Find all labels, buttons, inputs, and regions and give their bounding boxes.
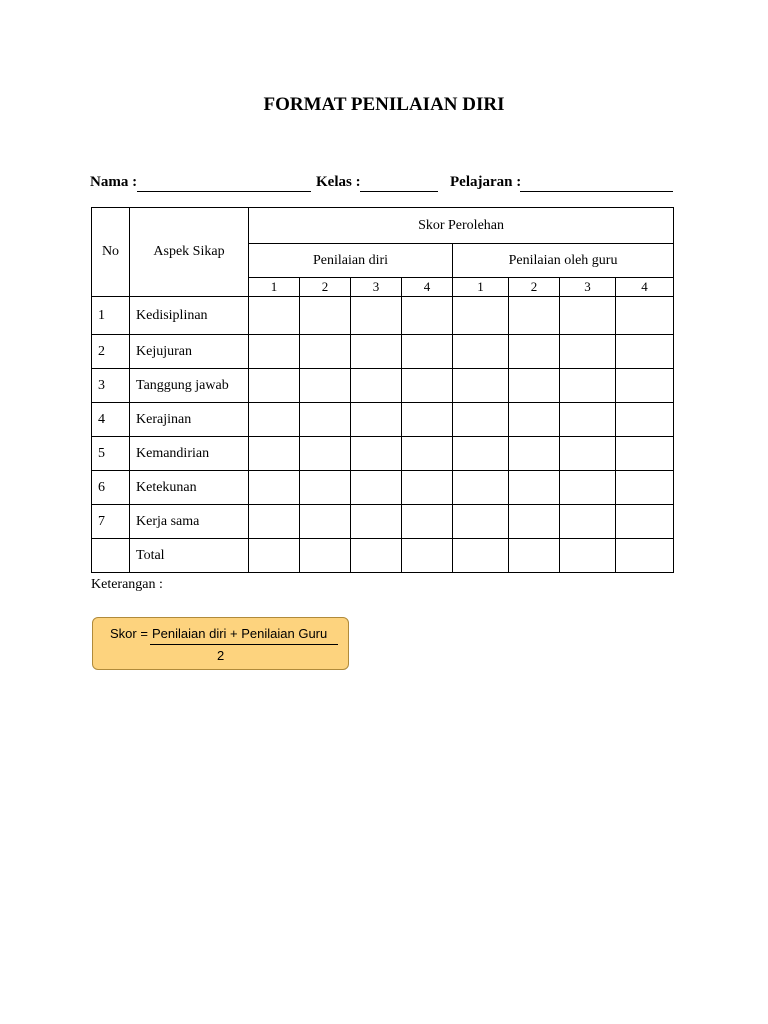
score-cell[interactable] xyxy=(560,471,616,505)
score-cell[interactable] xyxy=(402,437,453,471)
row-number: 2 xyxy=(92,335,130,369)
score-cell[interactable] xyxy=(616,471,674,505)
score-cell[interactable] xyxy=(560,297,616,335)
score-cell[interactable] xyxy=(616,403,674,437)
formula-left: Skor = xyxy=(110,626,148,641)
nama-label: Nama : xyxy=(90,174,138,190)
score-cell[interactable] xyxy=(616,505,674,539)
header-row-1 xyxy=(92,208,674,244)
score-header-guru-1: 1 xyxy=(453,278,509,297)
score-cell[interactable] xyxy=(616,297,674,335)
score-cell[interactable] xyxy=(509,335,560,369)
header-skor: Skor Perolehan xyxy=(249,208,674,244)
score-cell[interactable] xyxy=(300,471,351,505)
table-row xyxy=(92,505,674,539)
row-aspek: Kejujuran xyxy=(130,335,249,369)
score-cell[interactable] xyxy=(249,369,300,403)
score-cell[interactable] xyxy=(402,539,453,573)
score-cell[interactable] xyxy=(351,505,402,539)
row-number: 1 xyxy=(92,297,130,335)
score-cell[interactable] xyxy=(509,297,560,335)
page-title: FORMAT PENILAIAN DIRI xyxy=(263,94,505,115)
score-cell[interactable] xyxy=(509,505,560,539)
score-header-diri-1: 1 xyxy=(249,278,300,297)
student-info-row xyxy=(90,174,674,194)
score-cell[interactable] xyxy=(616,437,674,471)
table-row xyxy=(92,403,674,437)
formula-numerator: Penilaian diri + Penilaian Guru xyxy=(152,626,328,641)
score-cell[interactable] xyxy=(453,335,509,369)
score-cell[interactable] xyxy=(300,335,351,369)
score-cell[interactable] xyxy=(351,437,402,471)
score-cell[interactable] xyxy=(453,539,509,573)
score-cell[interactable] xyxy=(249,335,300,369)
kelas-label: Kelas : xyxy=(316,174,361,190)
score-cell[interactable] xyxy=(560,539,616,573)
keterangan-label: Keterangan : xyxy=(91,577,163,592)
table-row xyxy=(92,335,674,369)
formula-denominator: 2 xyxy=(217,648,225,663)
score-cell[interactable] xyxy=(351,471,402,505)
score-cell[interactable] xyxy=(453,297,509,335)
score-cell[interactable] xyxy=(402,335,453,369)
score-cell[interactable] xyxy=(453,437,509,471)
pelajaran-blank[interactable] xyxy=(520,191,673,192)
row-aspek: Tanggung jawab xyxy=(130,369,249,403)
score-cell[interactable] xyxy=(249,297,300,335)
table-row xyxy=(92,297,674,335)
score-header-diri-2: 2 xyxy=(300,278,351,297)
score-cell[interactable] xyxy=(300,297,351,335)
score-header-guru-4: 4 xyxy=(616,278,674,297)
score-cell[interactable] xyxy=(560,437,616,471)
table-row xyxy=(92,471,674,505)
row-aspek: Kemandirian xyxy=(130,437,249,471)
nama-blank[interactable] xyxy=(137,191,311,192)
score-cell[interactable] xyxy=(453,369,509,403)
row-aspek: Ketekunan xyxy=(130,471,249,505)
score-cell[interactable] xyxy=(249,437,300,471)
score-cell[interactable] xyxy=(616,335,674,369)
score-cell[interactable] xyxy=(509,539,560,573)
total-label: Total xyxy=(130,539,249,573)
row-number: 5 xyxy=(92,437,130,471)
score-cell[interactable] xyxy=(616,539,674,573)
header-aspek: Aspek Sikap xyxy=(130,208,249,297)
assessment-table xyxy=(91,207,674,573)
score-cell[interactable] xyxy=(300,505,351,539)
score-cell[interactable] xyxy=(402,505,453,539)
score-header-guru-3: 3 xyxy=(560,278,616,297)
score-cell[interactable] xyxy=(453,403,509,437)
row-aspek: Kedisiplinan xyxy=(130,297,249,335)
score-cell[interactable] xyxy=(402,403,453,437)
row-aspek: Kerja sama xyxy=(130,505,249,539)
score-cell[interactable] xyxy=(300,403,351,437)
row-number: 3 xyxy=(92,369,130,403)
score-cell[interactable] xyxy=(300,437,351,471)
score-header-diri-3: 3 xyxy=(351,278,402,297)
score-cell[interactable] xyxy=(453,505,509,539)
score-cell[interactable] xyxy=(509,403,560,437)
kelas-blank[interactable] xyxy=(360,191,438,192)
score-header-diri-4: 4 xyxy=(402,278,453,297)
total-no-cell xyxy=(92,539,130,573)
score-cell[interactable] xyxy=(351,335,402,369)
formula-box xyxy=(92,617,349,670)
header-penilaian-diri: Penilaian diri xyxy=(249,244,453,278)
score-cell[interactable] xyxy=(351,403,402,437)
score-cell[interactable] xyxy=(616,369,674,403)
fraction-line xyxy=(150,644,338,645)
table-row xyxy=(92,437,674,471)
score-cell[interactable] xyxy=(351,539,402,573)
score-cell[interactable] xyxy=(509,369,560,403)
score-cell[interactable] xyxy=(509,437,560,471)
score-cell[interactable] xyxy=(300,369,351,403)
score-cell[interactable] xyxy=(402,471,453,505)
row-number: 4 xyxy=(92,403,130,437)
score-cell[interactable] xyxy=(351,369,402,403)
total-row xyxy=(92,539,674,573)
score-cell[interactable] xyxy=(351,297,402,335)
score-cell[interactable] xyxy=(402,297,453,335)
score-cell[interactable] xyxy=(560,369,616,403)
row-number: 7 xyxy=(92,505,130,539)
score-cell[interactable] xyxy=(560,403,616,437)
score-cell[interactable] xyxy=(453,471,509,505)
score-cell[interactable] xyxy=(560,505,616,539)
row-aspek: Kerajinan xyxy=(130,403,249,437)
score-cell[interactable] xyxy=(249,505,300,539)
score-cell[interactable] xyxy=(300,539,351,573)
row-number: 6 xyxy=(92,471,130,505)
score-cell[interactable] xyxy=(509,471,560,505)
score-cell[interactable] xyxy=(249,471,300,505)
score-cell[interactable] xyxy=(249,403,300,437)
header-penilaian-guru: Penilaian oleh guru xyxy=(453,244,674,278)
header-no: No xyxy=(92,208,130,297)
score-cell[interactable] xyxy=(249,539,300,573)
table-row xyxy=(92,369,674,403)
score-header-guru-2: 2 xyxy=(509,278,560,297)
score-cell[interactable] xyxy=(560,335,616,369)
pelajaran-label: Pelajaran : xyxy=(450,174,522,190)
score-cell[interactable] xyxy=(402,369,453,403)
